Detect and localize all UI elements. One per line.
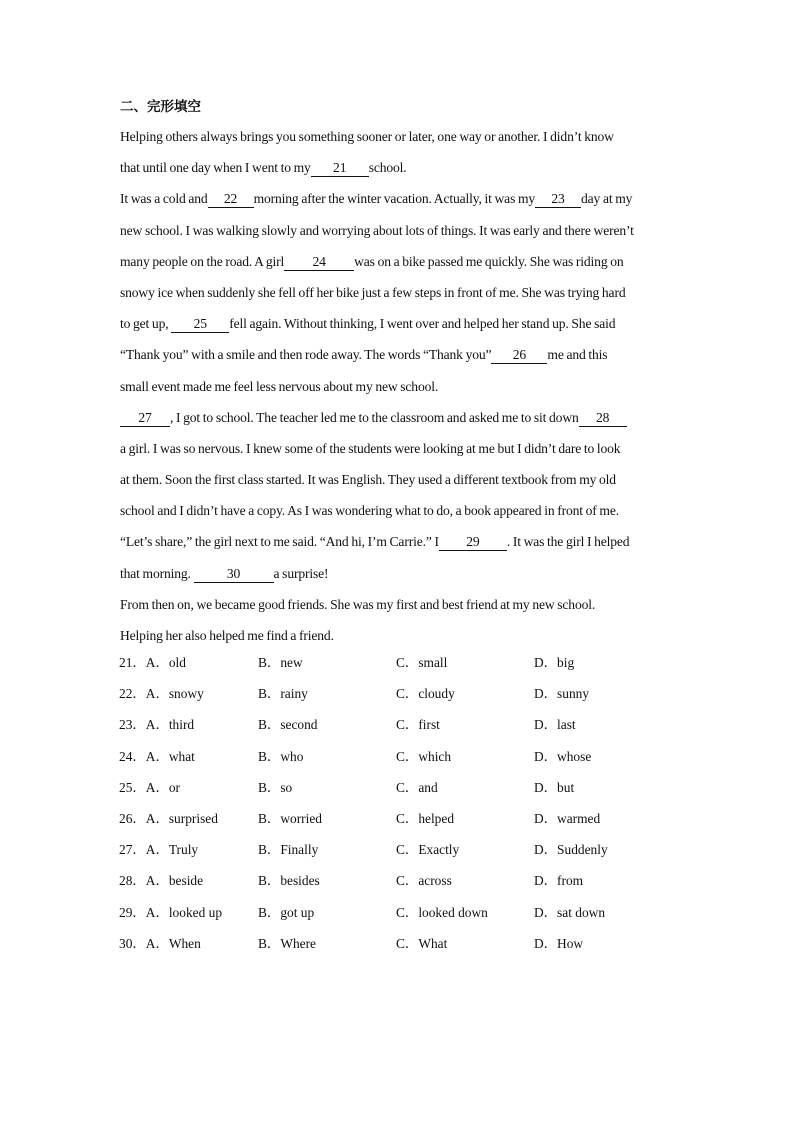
question-row-28	[119, 869, 679, 900]
passage-text: “Let’s share,” the girl next to me said. “And hi, I’m Carrie.” I	[120, 534, 439, 550]
passage-line-16	[120, 589, 680, 620]
passage-line-2	[120, 152, 680, 183]
option-a: 29．A．looked up	[119, 904, 223, 920]
passage-text: school.	[368, 160, 407, 176]
passage-text: school and I didn’t have a copy. As I was wondering what to do, a book appeared in front of me.	[120, 503, 619, 519]
blank-23: 23	[535, 191, 581, 208]
option-a: 26．A．surprised	[119, 810, 218, 826]
option-c: C．which	[396, 748, 452, 764]
option-a: 27．A．Truly	[119, 842, 199, 858]
passage-text: . It was the girl I helped	[506, 534, 630, 550]
passage-line-14	[120, 526, 680, 557]
passage-text: a girl. I was so nervous. I knew some of the students were looking at me but I didn’t dare to look	[120, 440, 621, 456]
passage-text: that until one day when I went to my	[120, 160, 311, 176]
passage-text: was on a bike passed me quickly. She was riding on	[354, 253, 624, 269]
question-row-25	[119, 776, 679, 807]
passage-text: new school. I was walking slowly and worrying about lots of things. It was early and there weren’t	[120, 222, 634, 238]
passage-text: Helping others always brings you something sooner or later, one way or another. I didn’t know	[120, 129, 614, 144]
question-row-22	[119, 682, 679, 713]
option-b: B．got up	[258, 904, 315, 920]
passage-line-4	[120, 215, 680, 246]
option-a: 21．A．old	[119, 655, 186, 670]
passage-text: a surprise!	[273, 565, 329, 581]
passage-line-15	[120, 558, 680, 589]
option-d: D．whose	[534, 748, 592, 764]
passage-line-9	[120, 371, 680, 402]
passage-text: , I got to school. The teacher led me to the classroom and asked me to sit down	[170, 409, 579, 425]
passage-text: It was a cold and	[120, 191, 208, 207]
passage-text: many people on the road. A girl	[120, 253, 285, 269]
passage-text: From then on, we became good friends. She was my first and best friend at my new school.	[120, 596, 596, 612]
cloze-passage	[120, 121, 680, 651]
passage-line-1	[120, 121, 680, 152]
passage-line-6	[120, 277, 680, 308]
blank-28: 28	[579, 410, 627, 427]
option-d: D．sat down	[534, 904, 606, 920]
option-c: C．What	[396, 935, 448, 951]
passage-line-5	[120, 246, 680, 277]
question-row-26	[119, 807, 679, 838]
option-c: C．small	[396, 655, 448, 670]
option-c: C．Exactly	[396, 842, 460, 858]
option-d: D．from	[534, 873, 584, 889]
blank-29: 29	[439, 534, 507, 551]
passage-text: me and this	[547, 347, 608, 363]
passage-line-11	[120, 433, 680, 464]
option-d: D．sunny	[534, 686, 590, 702]
passage-text: small event made me feel less nervous about my new school.	[120, 378, 439, 394]
option-a: 30．A．When	[119, 935, 201, 951]
option-c: C．looked down	[396, 904, 488, 920]
passage-text: that morning.	[120, 565, 194, 581]
option-a: 24．A．what	[119, 748, 195, 764]
option-c: C．across	[396, 873, 452, 889]
option-d: D．last	[534, 717, 576, 733]
passage-line-17	[120, 620, 680, 651]
option-b: B．so	[258, 779, 293, 795]
passage-line-10	[120, 402, 680, 433]
passage-line-8	[120, 339, 680, 370]
question-row-24	[119, 745, 679, 776]
passage-line-3	[120, 183, 680, 214]
passage-text: to get up,	[120, 316, 172, 332]
option-b: B．second	[258, 717, 318, 733]
option-a: 23．A．third	[119, 717, 195, 733]
option-d: D．but	[534, 779, 575, 795]
option-a: 25．A．or	[119, 779, 180, 795]
blank-24: 24	[284, 254, 354, 271]
question-row-27	[119, 838, 679, 869]
option-d: D．How	[534, 935, 584, 951]
option-b: B．new	[258, 655, 303, 670]
passage-text: morning after the winter vacation. Actually, it was my	[253, 191, 536, 207]
option-a: 22．A．snowy	[119, 686, 204, 702]
blank-25: 25	[171, 316, 229, 333]
question-row-23	[119, 713, 679, 744]
passage-text: Helping her also helped me find a friend.	[120, 628, 334, 643]
passage-line-12	[120, 464, 680, 495]
option-b: B．Finally	[258, 842, 319, 858]
option-c: C．and	[396, 779, 438, 795]
option-b: B．Where	[258, 935, 317, 951]
passage-line-13	[120, 495, 680, 526]
blank-27: 27	[120, 410, 170, 427]
option-b: B．worried	[258, 810, 322, 826]
option-b: B．rainy	[258, 686, 308, 702]
passage-text: day at my	[581, 191, 633, 207]
option-b: B．besides	[258, 873, 320, 889]
option-d: D．warmed	[534, 810, 601, 826]
option-b: B．who	[258, 748, 304, 764]
blank-26: 26	[491, 347, 547, 364]
option-d: D．Suddenly	[534, 842, 608, 858]
option-c: C．first	[396, 717, 440, 733]
passage-line-7	[120, 308, 680, 339]
passage-text: fell again. Without thinking, I went over and helped her stand up. She said	[229, 316, 616, 332]
blank-21: 21	[311, 160, 369, 177]
question-row-30	[119, 932, 679, 963]
option-d: D．big	[534, 655, 575, 670]
answer-options	[119, 651, 679, 963]
section-title: 二、完形填空	[120, 99, 201, 115]
passage-text: snowy ice when suddenly she fell off her bike just a few steps in front of me. She was trying hard	[120, 284, 626, 300]
option-a: 28．A．beside	[119, 873, 204, 889]
blank-22: 22	[208, 191, 254, 208]
question-row-21	[119, 651, 679, 682]
passage-text: “Thank you” with a smile and then rode away. The words “Thank you”	[120, 347, 492, 363]
blank-30: 30	[194, 566, 274, 583]
passage-text: at them. Soon the first class started. It was English. They used a different textbook from my old	[120, 472, 616, 488]
option-c: C．helped	[396, 810, 455, 826]
question-row-29	[119, 901, 679, 932]
option-c: C．cloudy	[396, 686, 455, 702]
